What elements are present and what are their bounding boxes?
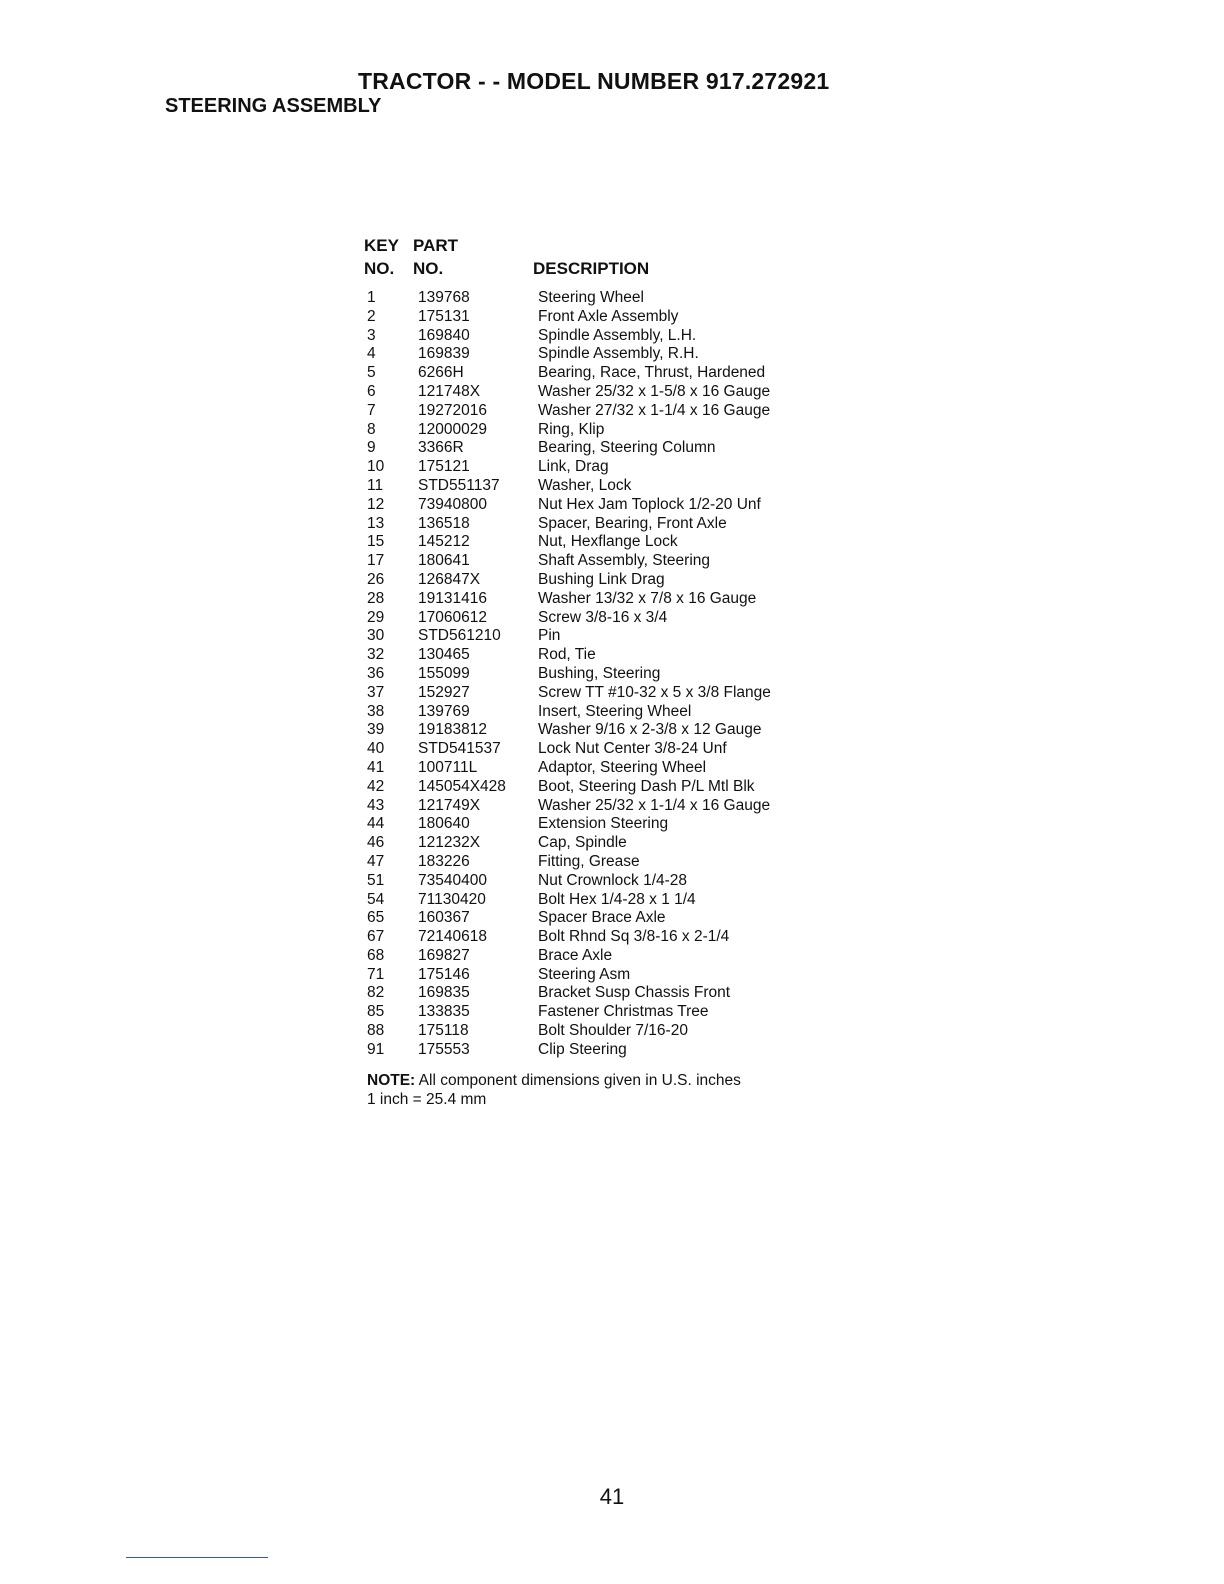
part-number: STD551137 [418,476,500,494]
table-row [367,533,827,552]
part-number: 160367 [418,909,470,927]
part-description: Washer, Lock [538,476,632,494]
table-row [367,853,827,872]
part-description: Spindle Assembly, L.H. [538,326,697,344]
table-row [367,834,827,853]
part-number: 73540400 [418,871,487,889]
part-description: Brace Axle [538,946,613,964]
header-key-line2: NO. [364,259,395,278]
key-number: 2 [367,307,376,325]
part-description: Extension Steering [538,815,669,833]
note-text: All component dimensions given in U.S. inches [415,1072,741,1089]
part-description: Front Axle Assembly [538,307,679,325]
table-row [367,872,827,891]
key-number: 85 [367,1003,385,1021]
key-number: 88 [367,1022,385,1040]
part-description: Nut Crownlock 1/4-28 [538,871,688,889]
part-description: Bearing, Steering Column [538,439,716,457]
key-number: 42 [367,777,385,795]
part-number: 136518 [418,514,470,532]
part-number: 169835 [418,984,470,1002]
part-number: 121748X [418,382,481,400]
part-number: 72140618 [418,928,487,946]
part-description: Lock Nut Center 3/8-24 Unf [538,740,727,758]
part-number: 183226 [418,852,470,870]
part-number: 145054X428 [418,777,506,795]
note-label: NOTE: [367,1072,416,1089]
part-number: 100711L [418,758,478,776]
part-description: Bracket Susp Chassis Front [538,984,731,1002]
part-number: 19131416 [418,589,487,607]
part-description: Spacer Brace Axle [538,909,666,927]
key-number: 46 [367,834,385,852]
table-row [367,646,827,665]
key-number: 17 [367,552,385,570]
part-number: 180641 [418,552,470,570]
part-number: STD561210 [418,627,501,645]
part-number: 139768 [418,289,470,306]
part-number: 145212 [418,533,470,551]
part-description: Fitting, Grease [538,852,640,870]
footer-rule [126,1557,268,1558]
part-number: 3366R [418,439,464,457]
table-row [367,627,827,646]
header-part-line2: NO. [413,259,444,278]
key-number: 54 [367,890,385,908]
key-number: 51 [367,871,385,889]
table-row [367,1003,827,1022]
part-number: 133835 [418,1003,470,1021]
part-description: Bolt Hex 1/4-28 x 1 1/4 [538,890,696,908]
key-number: 28 [367,589,385,607]
part-number: 169827 [418,946,470,964]
header-part-line1: PART [413,236,459,255]
part-description: Spacer, Bearing, Front Axle [538,514,727,532]
part-number: 71130420 [418,890,486,908]
parts-list [364,236,827,1058]
table-row [367,891,827,910]
part-description: Washer 9/16 x 2-3/8 x 12 Gauge [538,721,762,739]
part-description: Washer 13/32 x 7/8 x 16 Gauge [538,589,757,607]
part-number: 180640 [418,815,470,833]
part-number: 152927 [418,683,470,701]
table-row [367,609,827,628]
key-number: 1 [367,289,376,306]
table-row [367,928,827,947]
part-description: Washer 27/32 x 1-1/4 x 16 Gauge [538,401,771,419]
key-number: 68 [367,946,385,964]
parts-list-rows [367,289,827,1060]
part-description: Bolt Shoulder 7/16-20 [538,1022,688,1040]
key-number: 36 [367,664,385,682]
part-description: Nut Hex Jam Toplock 1/2-20 Unf [538,495,761,513]
key-number: 4 [367,345,376,363]
section-title: STEERING ASSEMBLY [165,95,382,117]
part-number: 175131 [418,307,470,325]
part-description: Ring, Klip [538,420,605,438]
part-number: 17060612 [418,608,487,626]
key-number: 29 [367,608,385,626]
table-row [367,740,827,759]
table-row [367,289,827,308]
note-conversion: 1 inch = 25.4 mm [367,1091,487,1108]
table-row [367,439,827,458]
part-description: Spindle Assembly, R.H. [538,345,699,363]
part-number: 139769 [418,702,470,720]
part-description: Bushing, Steering [538,664,661,682]
table-row [367,345,827,364]
table-row [367,364,827,383]
key-number: 8 [367,420,376,438]
part-number: 169839 [418,345,470,363]
part-number: 19183812 [418,721,487,739]
part-number: 175121 [418,458,470,476]
table-row [367,590,827,609]
key-number: 71 [367,965,385,983]
part-description: Pin [538,627,561,645]
table-row [367,515,827,534]
key-number: 67 [367,928,385,946]
part-description: Adaptor, Steering Wheel [538,758,707,776]
key-number: 47 [367,852,385,870]
table-row [367,308,827,327]
part-description: Nut, Hexflange Lock [538,533,678,551]
table-row [367,477,827,496]
table-row [367,383,827,402]
key-number: 9 [367,439,376,457]
part-number: 73940800 [418,495,487,513]
key-number: 38 [367,702,385,720]
part-description: Steering Asm [538,965,631,983]
part-description: Insert, Steering Wheel [538,702,692,720]
part-description: Clip Steering [538,1040,627,1058]
key-number: 32 [367,646,385,664]
key-number: 43 [367,796,385,814]
table-row [367,1022,827,1041]
table-row [367,458,827,477]
part-number: 121232X [418,834,481,852]
key-number: 65 [367,909,385,927]
part-number: 19272016 [418,401,487,419]
part-number: 121749X [418,796,481,814]
key-number: 26 [367,570,385,588]
key-number: 39 [367,721,385,739]
table-row [367,421,827,440]
table-row [367,815,827,834]
table-row [367,984,827,1003]
part-number: 175118 [418,1022,469,1040]
part-description: Bushing Link Drag [538,570,665,588]
table-row [367,721,827,740]
table-row [367,1041,827,1060]
table-row [367,402,827,421]
page-number: 41 [599,1484,625,1509]
part-description: Rod, Tie [538,646,596,664]
part-number: 175553 [418,1040,470,1058]
table-row [367,327,827,346]
key-number: 3 [367,326,376,344]
key-number: 91 [367,1040,385,1058]
header-description: DESCRIPTION [533,259,650,278]
part-description: Bearing, Race, Thrust, Hardened [538,364,766,382]
table-row [367,778,827,797]
part-description: Washer 25/32 x 1-1/4 x 16 Gauge [538,796,771,814]
part-description: Screw TT #10-32 x 5 x 3/8 Flange [538,683,771,701]
part-number: 12000029 [418,420,487,438]
part-description: Cap, Spindle [538,834,627,852]
part-description: Bolt Rhnd Sq 3/8-16 x 2-1/4 [538,928,730,946]
key-number: 82 [367,984,385,1002]
key-number: 37 [367,683,385,701]
table-row [367,797,827,816]
note [367,1071,741,1109]
key-number: 5 [367,364,376,382]
part-number: 6266H [418,364,464,382]
parts-list-header [364,236,827,286]
table-row [367,665,827,684]
table-row [367,552,827,571]
key-number: 13 [367,514,385,532]
key-number: 12 [367,495,385,513]
table-row [367,571,827,590]
key-number: 10 [367,458,385,476]
table-row [367,759,827,778]
table-row [367,947,827,966]
part-description: Steering Wheel [538,289,644,306]
part-number: 126847X [418,570,481,588]
table-row [367,909,827,928]
page-title: TRACTOR - - MODEL NUMBER 917.272921 [358,68,830,94]
table-row [367,703,827,722]
key-number: 30 [367,627,385,645]
key-number: 44 [367,815,385,833]
part-description: Link, Drag [538,458,609,476]
table-row [367,684,827,703]
part-description: Shaft Assembly, Steering [538,552,711,570]
table-row [367,496,827,515]
key-number: 11 [367,476,384,494]
part-number: 130465 [418,646,470,664]
key-number: 7 [367,401,376,419]
key-number: 41 [367,758,385,776]
key-number: 40 [367,740,385,758]
part-description: Boot, Steering Dash P/L Mtl Blk [538,777,755,795]
table-row [367,966,827,985]
part-number: 155099 [418,664,470,682]
part-description: Screw 3/8-16 x 3/4 [538,608,668,626]
key-number: 6 [367,382,376,400]
part-number: STD541537 [418,740,501,758]
part-number: 169840 [418,326,470,344]
part-number: 175146 [418,965,470,983]
part-description: Washer 25/32 x 1-5/8 x 16 Gauge [538,382,771,400]
key-number: 15 [367,533,385,551]
part-description: Fastener Christmas Tree [538,1003,709,1021]
header-key-line1: KEY [364,236,399,255]
